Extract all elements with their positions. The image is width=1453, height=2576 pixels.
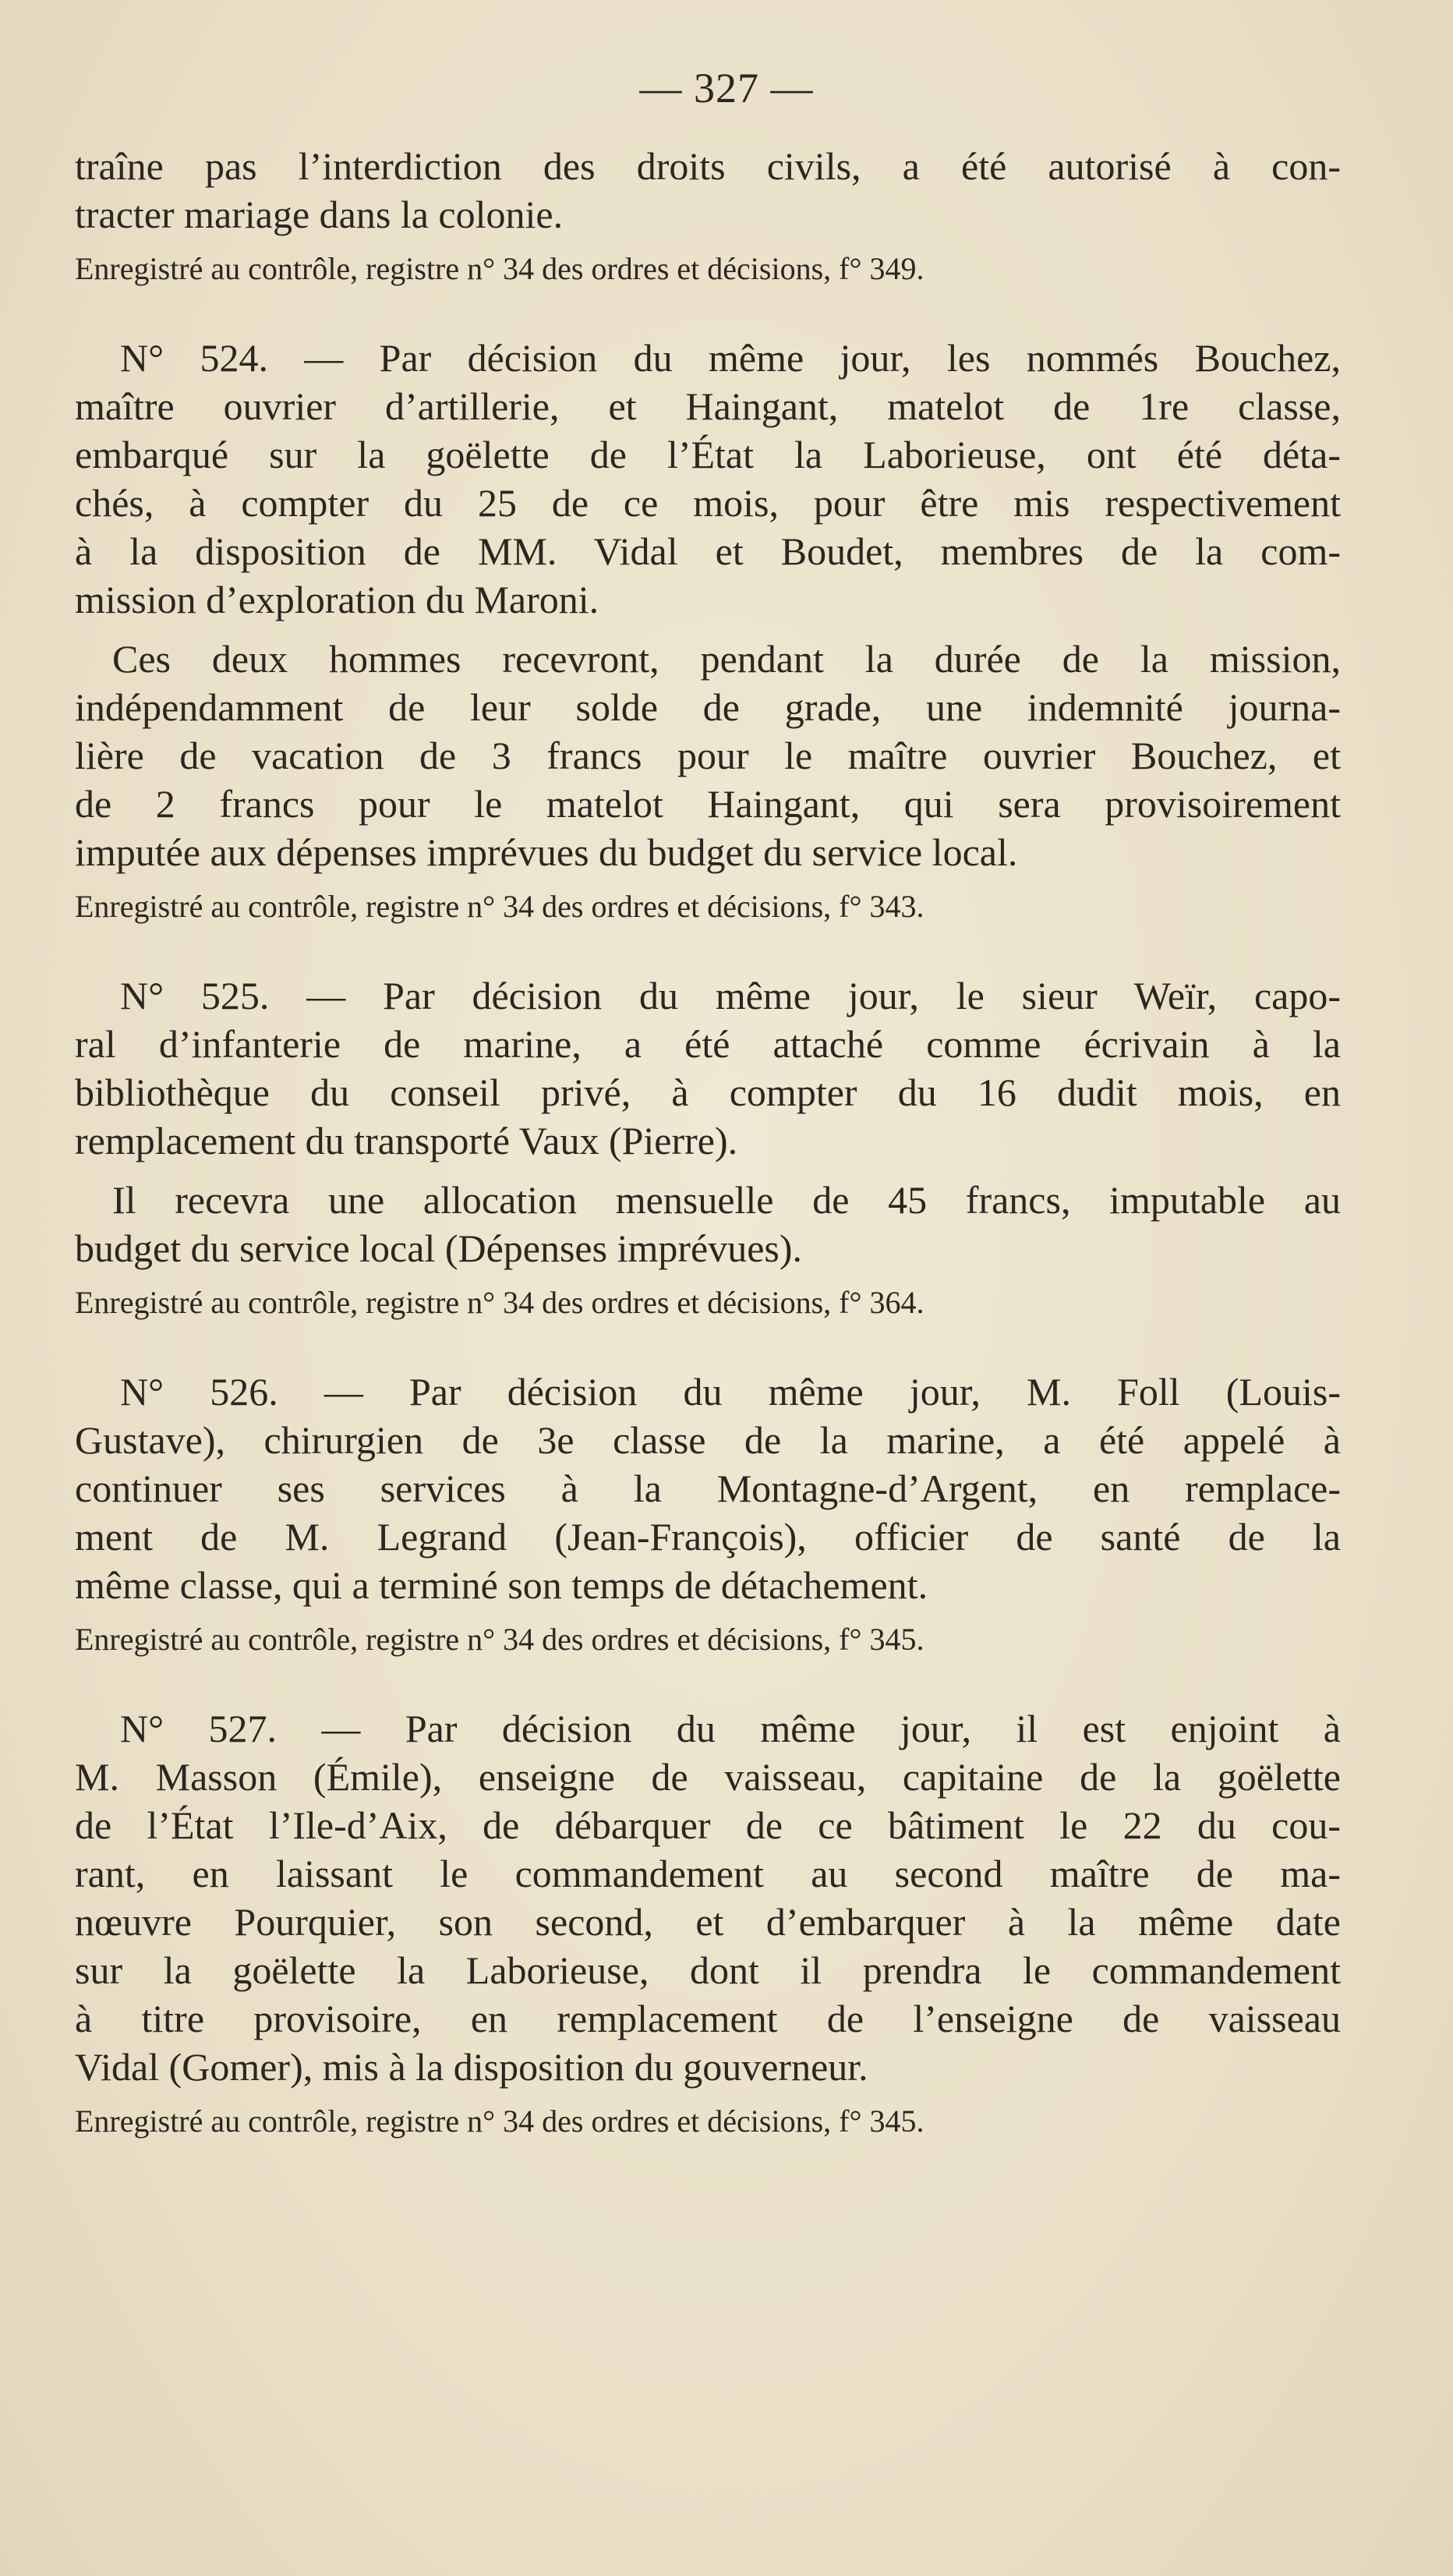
- text-line: maître ouvrier d’artillerie, et Haingant, matelot de 1re classe,: [75, 384, 1341, 428]
- text-line: continuer ses services à la Montagne-d’Argent, en remplace-: [75, 1467, 1341, 1510]
- page-content: [75, 142, 1341, 2146]
- registration-note: Enregistré au contrôle, registre n° 34 des ordres et décisions, f° 364.: [75, 1285, 924, 1320]
- registration-note: Enregistré au contrôle, registre n° 34 des ordres et décisions, f° 349.: [75, 251, 924, 286]
- text-line: mission d’exploration du Maroni.: [75, 578, 599, 621]
- text-line: Vidal (Gomer), mis à la disposition du gouverneur.: [75, 2045, 868, 2089]
- text-line: lière de vacation de 3 francs pour le maître ouvrier Bouchez, et: [75, 734, 1341, 777]
- entry-525: [75, 971, 1341, 1327]
- text-line: budget du service local (Dépenses imprévues).: [75, 1226, 803, 1270]
- entry-heading-line: N° 525. — Par décision du même jour, le sieur Weïr, capo-: [120, 974, 1341, 1017]
- text-line: de 2 francs pour le matelot Haingant, qui sera provisoirement: [75, 782, 1341, 826]
- entry-526: [75, 1368, 1341, 1664]
- text-line: Gustave), chirurgien de 3e classe de la marine, a été appelé à: [75, 1418, 1341, 1462]
- text-line: nœuvre Pourquier, son second, et d’embarquer à la même date: [75, 1900, 1341, 1944]
- text-line: embarqué sur la goëlette de l’État la Laborieuse, ont été déta-: [75, 433, 1341, 476]
- text-line: chés, à compter du 25 de ce mois, pour être mis respectivement: [75, 481, 1341, 525]
- text-line: sur la goëlette la Laborieuse, dont il prendra le commandement: [75, 1948, 1341, 1992]
- entry-heading-line: N° 524. — Par décision du même jour, les nommés Bouchez,: [120, 336, 1341, 380]
- text-line: rant, en laissant le commandement au second maître de ma-: [75, 1852, 1341, 1895]
- intro-paragraph: [75, 142, 1341, 239]
- text-line: ral d’infanterie de marine, a été attaché comme écrivain à la: [75, 1022, 1341, 1066]
- text-line: ment de M. Legrand (Jean-François), officier de santé de la: [75, 1515, 1341, 1559]
- entry-heading-line: N° 527. — Par décision du même jour, il est enjoint à: [120, 1707, 1341, 1750]
- text-line: indépendamment de leur solde de grade, une indemnité journa-: [75, 685, 1341, 729]
- page-number: — 327 —: [639, 65, 814, 111]
- text-line: bibliothèque du conseil privé, à compter du 16 dudit mois, en: [75, 1070, 1341, 1114]
- text-line: à la disposition de MM. Vidal et Boudet, membres de la com-: [75, 529, 1341, 573]
- entry-524: [75, 334, 1341, 931]
- registration-note: Enregistré au contrôle, registre n° 34 des ordres et décisions, f° 345.: [75, 1622, 924, 1657]
- entry-heading-line: N° 526. — Par décision du même jour, M. Foll (Louis-: [120, 1370, 1341, 1414]
- text-line: à titre provisoire, en remplacement de l’enseigne de vaisseau: [75, 1997, 1341, 2040]
- text-line: Ces deux hommes recevront, pendant la durée de la mission,: [112, 637, 1341, 681]
- text-line: tracter mariage dans la colonie.: [75, 193, 564, 236]
- text-line: imputée aux dépenses imprévues du budget du service local.: [75, 830, 1018, 874]
- text-line: de l’État l’Ile-d’Aix, de débarquer de ce bâtiment le 22 du cou-: [75, 1803, 1341, 1847]
- text-line: traîne pas l’interdiction des droits civils, a été autorisé à con-: [75, 144, 1341, 188]
- text-line: même classe, qui a terminé son temps de détachement.: [75, 1563, 928, 1607]
- registration-note: Enregistré au contrôle, registre n° 34 des ordres et décisions, f° 343.: [75, 889, 924, 924]
- text-line: Il recevra une allocation mensuelle de 45 francs, imputable au: [112, 1178, 1341, 1222]
- text-line: M. Masson (Émile), enseigne de vaisseau, capitaine de la goëlette: [75, 1755, 1341, 1799]
- registration-note: Enregistré au contrôle, registre n° 34 des ordres et décisions, f° 345.: [75, 2104, 924, 2139]
- entry-527: [75, 1704, 1341, 2146]
- text-line: remplacement du transporté Vaux (Pierre).: [75, 1119, 738, 1162]
